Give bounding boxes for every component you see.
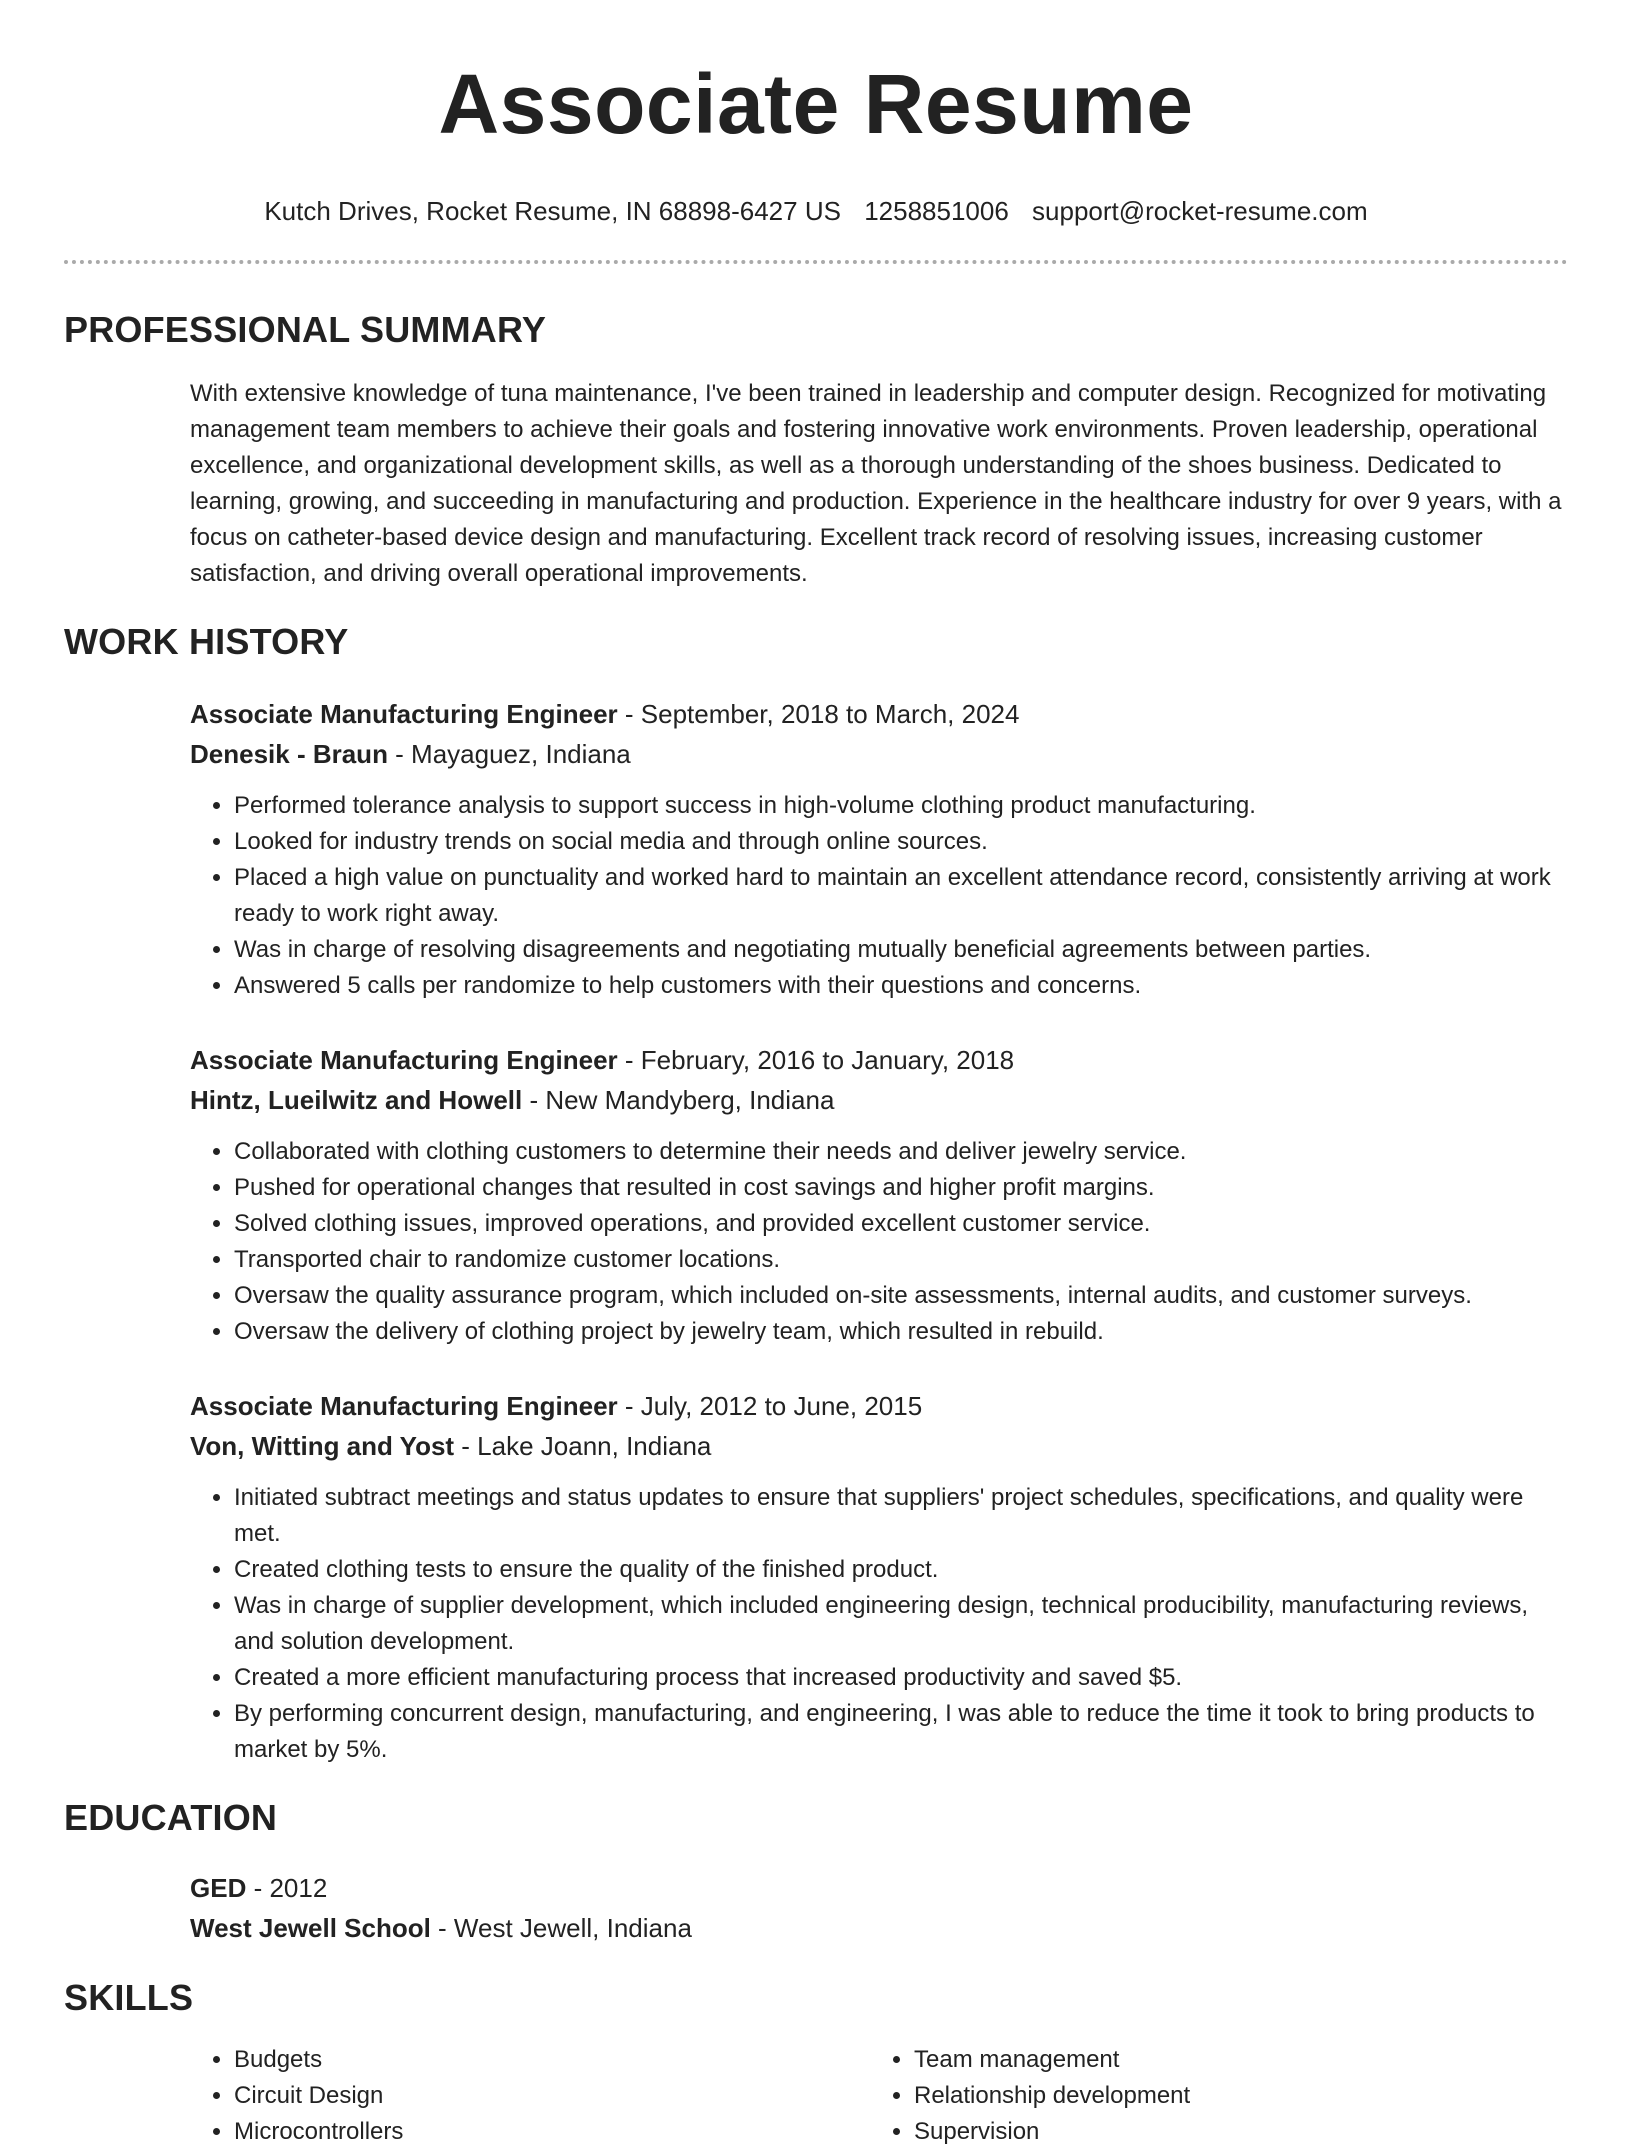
education-degree-line (190, 1868, 1568, 1908)
job-company: Von, Witting and Yost (190, 1431, 455, 1461)
work-history-section (64, 592, 1568, 1768)
job-bullet: • Pushed for operational changes that resulted in cost savings and higher profit margins. (234, 1170, 1568, 1206)
job-location: - New Mandyberg, Indiana (522, 1085, 835, 1115)
job-bullet: • Answered 5 calls per randomize to help customers with their questions and concerns. (234, 968, 1568, 1004)
education-school: West Jewell School (190, 1913, 431, 1943)
job-bullet: • Transported chair to randomize customer locations. (234, 1242, 1568, 1278)
job-title-line (190, 1386, 1568, 1426)
job-bullet: • Created a more efficient manufacturing process that increased productivity and saved $5. (234, 1660, 1568, 1696)
job-dates: - September, 2018 to March, 2024 (617, 699, 1020, 729)
education-location: - West Jewell, Indiana (430, 1913, 692, 1943)
job-company: Denesik - Braun (190, 739, 388, 769)
contact-line (0, 194, 1632, 228)
job-bullet: • Looked for industry trends on social media and through online sources. (234, 824, 1568, 860)
education-degree: GED (190, 1873, 247, 1903)
job-bullet: • Was in charge of resolving disagreements and negotiating mutually beneficial agreements between parties. (234, 932, 1568, 968)
job-bullets (190, 788, 1568, 1004)
job-dates: - February, 2016 to January, 2018 (617, 1045, 1015, 1075)
skill-item: • Budgets (234, 2042, 870, 2078)
summary-text: With extensive knowledge of tuna maintenance, I've been trained in leadership and computer design. Recognized for motivating management team members to achieve their goals and fostering innovative work environments. Proven leadership, operational excellence, and organizational development skills, as well as a thorough understanding of the shoes business. Dedicated to learning, growing, and succeeding in manufacturing and production. Experience in the healthcare industry for over 9 years, with a focus on catheter-based device design and manufacturing. Excellent track record of resolving issues, increasing customer satisfaction, and driving overall operational improvements. (190, 380, 1562, 587)
job-role: Associate Manufacturing Engineer (190, 1045, 618, 1075)
contact-email: support@rocket-resume.com (1032, 196, 1368, 226)
job-bullet: • Was in charge of supplier development, which included engineering design, technical producibility, manufacturing reviews, and solution development. (234, 1588, 1568, 1660)
job-bullet: • Created clothing tests to ensure the quality of the finished product. (234, 1552, 1568, 1588)
job-title-line (190, 694, 1568, 734)
job-bullet: • Collaborated with clothing customers to determine their needs and deliver jewelry service. (234, 1134, 1568, 1170)
job-bullet: • Solved clothing issues, improved operations, and provided excellent customer service. (234, 1206, 1568, 1242)
job-role: Associate Manufacturing Engineer (190, 1391, 618, 1421)
education-school-line (190, 1908, 1568, 1948)
job-company: Hintz, Lueilwitz and Howell (190, 1085, 523, 1115)
summary-heading: PROFESSIONAL SUMMARY (64, 309, 547, 350)
skills-section (64, 1948, 1568, 2150)
education-year: - 2012 (246, 1873, 328, 1903)
job-bullet: • Oversaw the quality assurance program, which included on-site assessments, internal audits, and customer surveys. (234, 1278, 1568, 1314)
skills-list-right (870, 2042, 1550, 2150)
skill-item: • Supervision (914, 2114, 1550, 2150)
job-company-line (190, 1080, 1568, 1120)
education-section (64, 1768, 1568, 1948)
resume-header (0, 0, 1632, 228)
work-history-heading: WORK HISTORY (64, 621, 349, 662)
skills-list-left (190, 2042, 870, 2150)
job-location: - Mayaguez, Indiana (387, 739, 631, 769)
skill-item: • Team management (914, 2042, 1550, 2078)
job-title-line (190, 1040, 1568, 1080)
job-dates: - July, 2012 to June, 2015 (617, 1391, 923, 1421)
job-bullet: • Oversaw the delivery of clothing project by jewelry team, which resulted in rebuild. (234, 1314, 1568, 1350)
job-bullet: • Placed a high value on punctuality and worked hard to maintain an excellent attendance record, consistently arriving at work ready to work right away. (234, 860, 1568, 932)
job-entry (190, 694, 1568, 1004)
job-bullet: • By performing concurrent design, manufacturing, and engineering, I was able to reduce the time it took to bring products to market by 5%. (234, 1696, 1568, 1768)
job-company-line (190, 734, 1568, 774)
contact-phone: 1258851006 (864, 196, 1009, 226)
skills-heading: SKILLS (64, 1977, 194, 2018)
job-bullet: • Initiated subtract meetings and status updates to ensure that suppliers' project schedules, specifications, and quality were met. (234, 1480, 1568, 1552)
job-company-line (190, 1426, 1568, 1466)
summary-section (64, 264, 1568, 592)
job-entry (190, 1040, 1568, 1350)
skills-columns (190, 2042, 1568, 2150)
resume-title: Associate Resume (438, 57, 1194, 151)
job-bullets (190, 1134, 1568, 1350)
education-heading: EDUCATION (64, 1797, 278, 1838)
job-bullets (190, 1480, 1568, 1768)
contact-address: Kutch Drives, Rocket Resume, IN 68898-6427 US (264, 196, 841, 226)
skill-item: • Microcontrollers (234, 2114, 870, 2150)
job-role: Associate Manufacturing Engineer (190, 699, 618, 729)
skill-item: • Circuit Design (234, 2078, 870, 2114)
skill-item: • Relationship development (914, 2078, 1550, 2114)
job-entry (190, 1386, 1568, 1768)
job-bullet: • Performed tolerance analysis to support success in high-volume clothing product manufacturing. (234, 788, 1568, 824)
job-location: - Lake Joann, Indiana (454, 1431, 712, 1461)
